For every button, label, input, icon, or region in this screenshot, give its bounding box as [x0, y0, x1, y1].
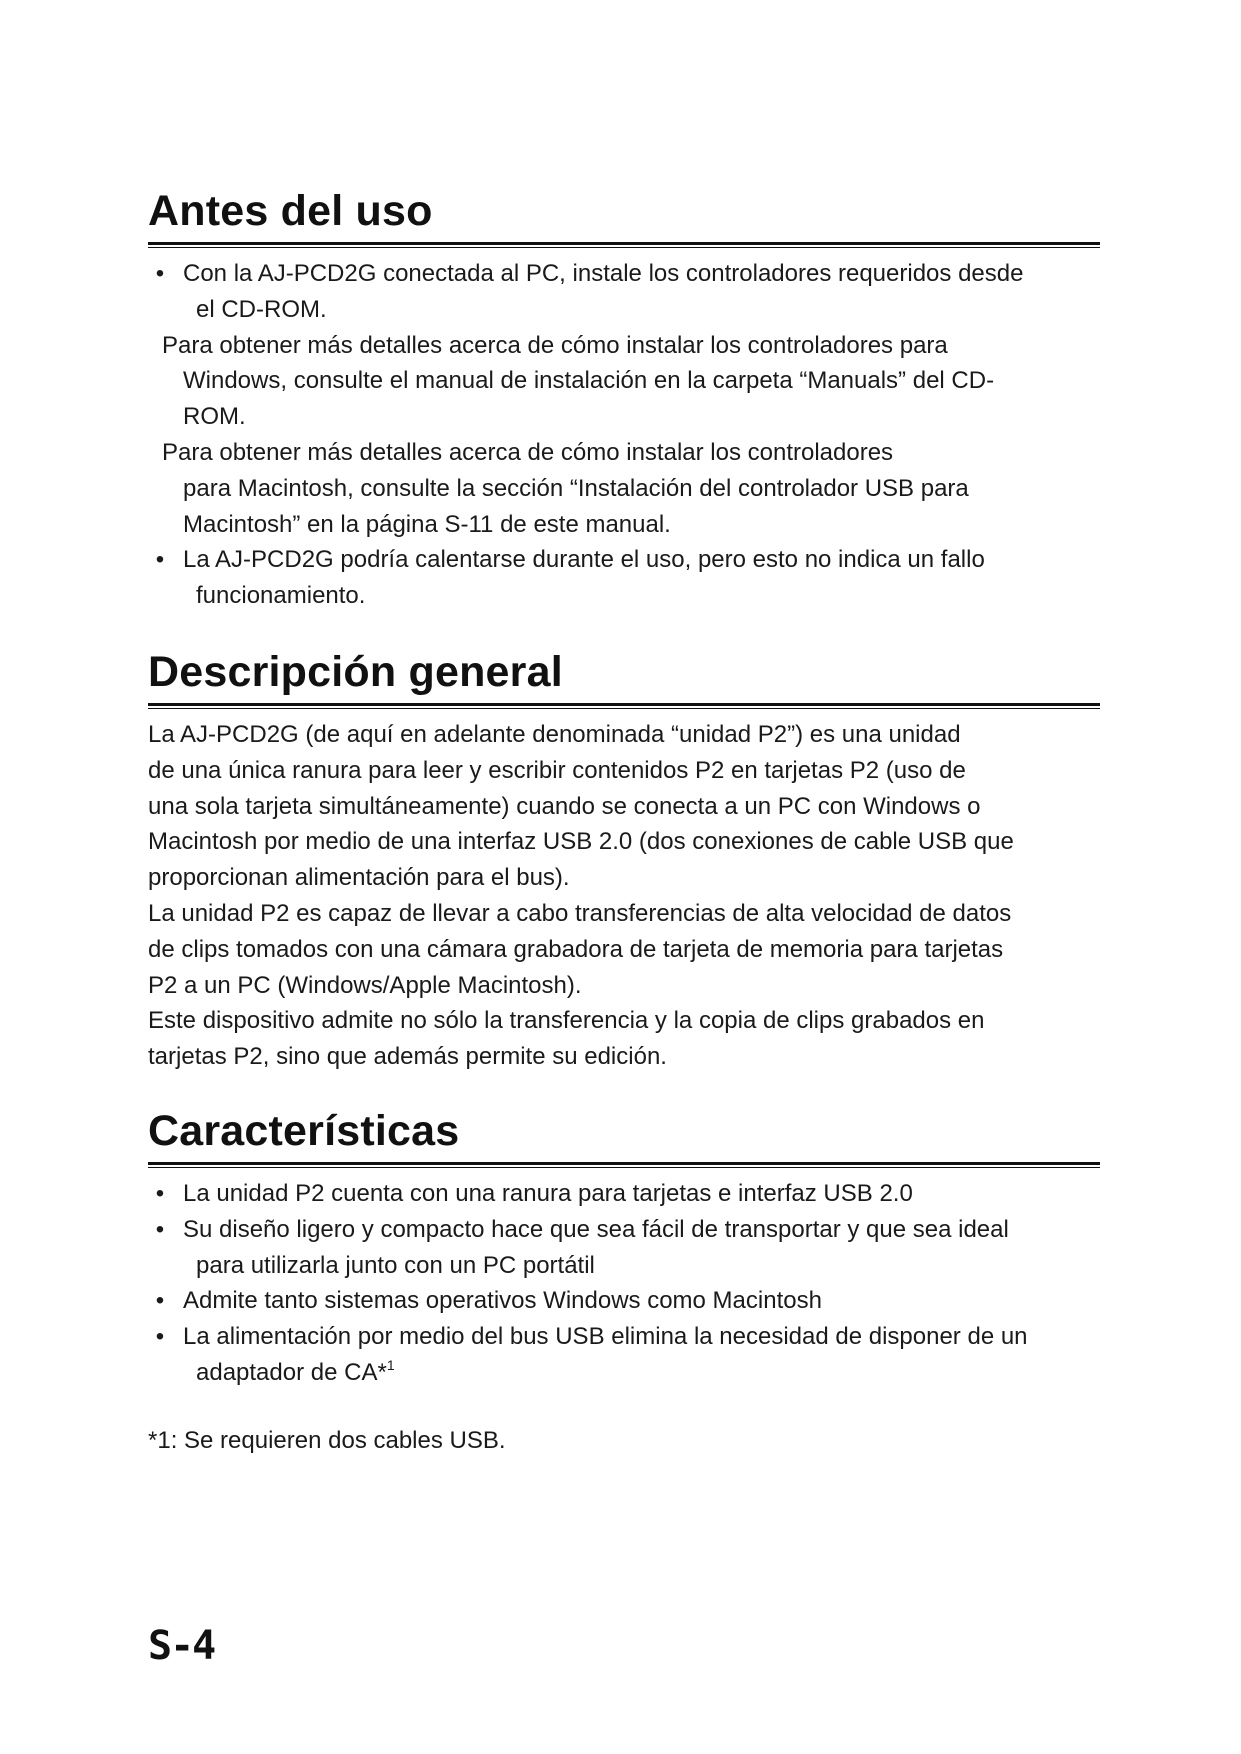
section-descripcion-general: [148, 647, 1100, 1075]
heading-rule: [148, 1162, 1100, 1168]
bullet-icon: •: [155, 1287, 165, 1315]
bullet-icon: •: [155, 1215, 165, 1243]
bullet-icon: •: [155, 260, 165, 287]
bullet-item: • La AJ-PCD2G podría calentarse durante el uso, pero esto no indica un fallo funcionamiento.: [148, 542, 1100, 614]
paragraph-windows: Para obtener más detalles acerca de cómo instalar los controladores para Windows, consulte el manual de instalación en la carpeta “Manuals” del CD- ROM.: [162, 331, 995, 431]
bullet-item: • La unidad P2 cuenta con una ranura para tarjetas e interfaz USB 2.0: [148, 1176, 1100, 1212]
bullet-icon: •: [155, 1323, 165, 1351]
heading-rule: [148, 242, 1100, 248]
footnote-ref: 1: [386, 1356, 395, 1373]
section-title-antes: Antes del uso: [148, 187, 433, 235]
section-title-descripcion: Descripción general: [148, 648, 563, 696]
footnote: *1: Se requieren dos cables USB.: [148, 1427, 506, 1454]
bullet-icon: •: [155, 1180, 165, 1207]
page-number: S-4: [148, 1623, 215, 1669]
description-text: La AJ-PCD2G (de aquí en adelante denominada “unidad P2”) es una unidad de una única ranura para leer y escribir contenidos P2 en tarjetas P2 (uso de una sola tarjeta simultáneamente) cuando se conecta a un PC con Windows o Macintosh por medio de una interfaz USB 2.0 (dos conexiones de cable USB que proporcionan alimentación para el bus). La unidad P2 es capaz de llevar a cabo transferencias de alta velocidad de datos de clips tomados con una cámara grabadora de tarjeta de memoria para tarjetas P2 a un PC (Windows/Apple Macintosh). Este dispositivo admite no sólo la transferencia y la copia de clips grabados en tarjetas P2, sino que además permite su edición.: [148, 721, 1014, 1071]
section-title-caracteristicas: Características: [148, 1107, 460, 1155]
section-antes-del-uso: [148, 186, 1100, 614]
section-caracteristicas: [148, 1106, 1100, 1391]
paragraph-macintosh: Para obtener más detalles acerca de cómo instalar los controladores para Macintosh, consulte la sección “Instalación del controlador USB para Macintosh” en la página S-11 de este manual.: [162, 438, 969, 538]
bullet-item: • Su diseño ligero y compacto hace que sea fácil de transportar y que sea ideal para utilizarla junto con un PC portátil: [148, 1212, 1100, 1284]
bullet-item: • La alimentación por medio del bus USB elimina la necesidad de disponer de un adaptador de CA*$^1$: [148, 1319, 1100, 1391]
heading-rule: [148, 703, 1100, 709]
bullet-item: • Con la AJ-PCD2G conectada al PC, instale los controladores requeridos desde el CD-ROM.: [148, 256, 1100, 328]
bullet-icon: •: [155, 546, 165, 574]
bullet-item: • Admite tanto sistemas operativos Windows como Macintosh: [148, 1283, 1100, 1319]
